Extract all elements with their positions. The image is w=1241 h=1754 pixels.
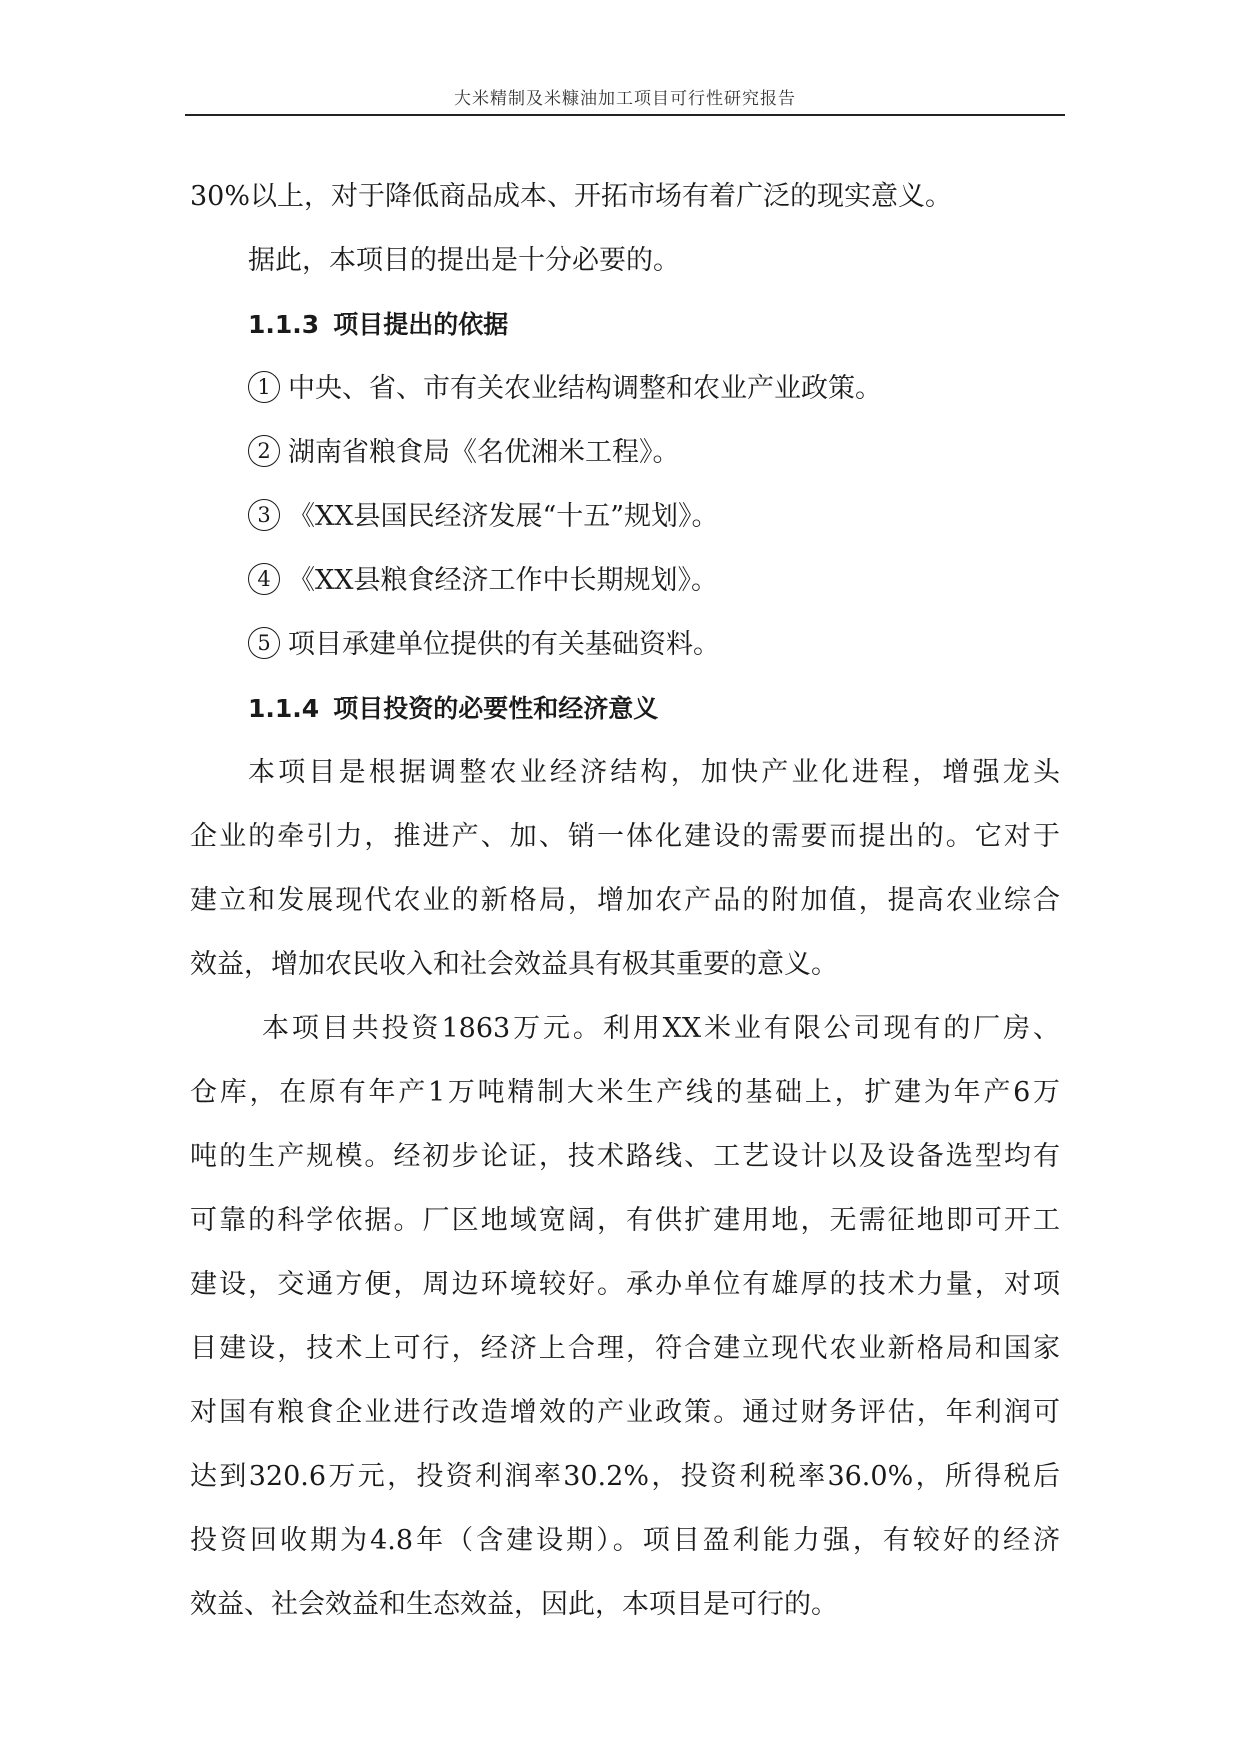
paragraph-line: 建立和发展现代农业的新格局，增加农产品的附加值，提高农业综合 <box>190 885 1060 916</box>
list-item-text: 湖南省粮食局《名优湘米工程》。 <box>288 437 680 468</box>
section-title: 项目投资的必要性和经济意义 <box>333 694 659 723</box>
section-heading-1-1-3 <box>190 293 1060 357</box>
paragraph-line: 效益，增加农民收入和社会效益具有极其重要的意义。 <box>190 949 838 980</box>
section-number: 1.1.4 <box>248 694 320 723</box>
section-heading-1-1-4 <box>190 677 1060 741</box>
paragraph-line: 效益、社会效益和生态效益，因此，本项目是可行的。 <box>190 1589 838 1620</box>
circled-number-1: 1 <box>248 371 280 403</box>
paragraph-line: 本项目是根据调整农业经济结构，加快产业化进程，增强龙头 <box>248 757 1060 788</box>
list-item <box>190 357 1060 421</box>
circled-number-3: 3 <box>248 499 280 531</box>
paragraph-line: 本项目共投资1863万元。利用XX米业有限公司现有的厂房、 <box>262 1013 1060 1044</box>
paragraph-1 <box>190 741 1060 997</box>
circled-number-2: 2 <box>248 435 280 467</box>
list-item <box>190 421 1060 485</box>
paragraph-line: 据此，本项目的提出是十分必要的。 <box>248 245 680 276</box>
paragraph-2 <box>190 997 1060 1637</box>
list-item-text: 项目承建单位提供的有关基础资料。 <box>288 629 720 660</box>
paragraph-line: 建设，交通方便，周边环境较好。承办单位有雄厚的技术力量，对项 <box>190 1269 1060 1300</box>
document-body <box>190 165 1060 1637</box>
paragraph-line: 企业的牵引力，推进产、加、销一体化建设的需要而提出的。它对于 <box>190 821 1060 852</box>
paragraph-line: 对国有粮食企业进行改造增效的产业政策。通过财务评估，年利润可 <box>190 1397 1060 1428</box>
list-item-text: 中央、省、市有关农业结构调整和农业产业政策。 <box>288 373 882 404</box>
section-number: 1.1.3 <box>248 310 320 339</box>
list-item-text: 《XX县国民经济发展“十五”规划》。 <box>288 501 719 532</box>
paragraph-line: 目建设，技术上可行，经济上合理，符合建立现代农业新格局和国家 <box>190 1333 1060 1364</box>
list-item-text: 《XX县粮食经济工作中长期规划》。 <box>288 565 718 596</box>
circled-number-4: 4 <box>248 563 280 595</box>
list-item <box>190 485 1060 549</box>
paragraph-line: 投资回收期为4.8年（含建设期）。项目盈利能力强，有较好的经济 <box>190 1525 1060 1556</box>
header-rule <box>185 114 1065 116</box>
circled-number-5: 5 <box>248 627 280 659</box>
paragraph-line: 可靠的科学依据。厂区地域宽阔，有供扩建用地，无需征地即可开工 <box>190 1205 1060 1236</box>
paragraph-line: 吨的生产规模。经初步论证，技术路线、工艺设计以及设备选型均有 <box>190 1141 1060 1172</box>
list-item <box>190 613 1060 677</box>
paragraph-line: 达到320.6万元，投资利润率30.2%，投资利税率36.0%，所得税后 <box>190 1461 1060 1492</box>
paragraph-line: 30%以上，对于降低商品成本、开拓市场有着广泛的现实意义。 <box>190 181 953 212</box>
page-header: 大米精制及米糠油加工项目可行性研究报告 <box>454 89 796 109</box>
paragraph-line: 仓库，在原有年产1万吨精制大米生产线的基础上，扩建为年产6万 <box>190 1077 1060 1108</box>
list-item <box>190 549 1060 613</box>
section-title: 项目提出的依据 <box>333 310 509 339</box>
